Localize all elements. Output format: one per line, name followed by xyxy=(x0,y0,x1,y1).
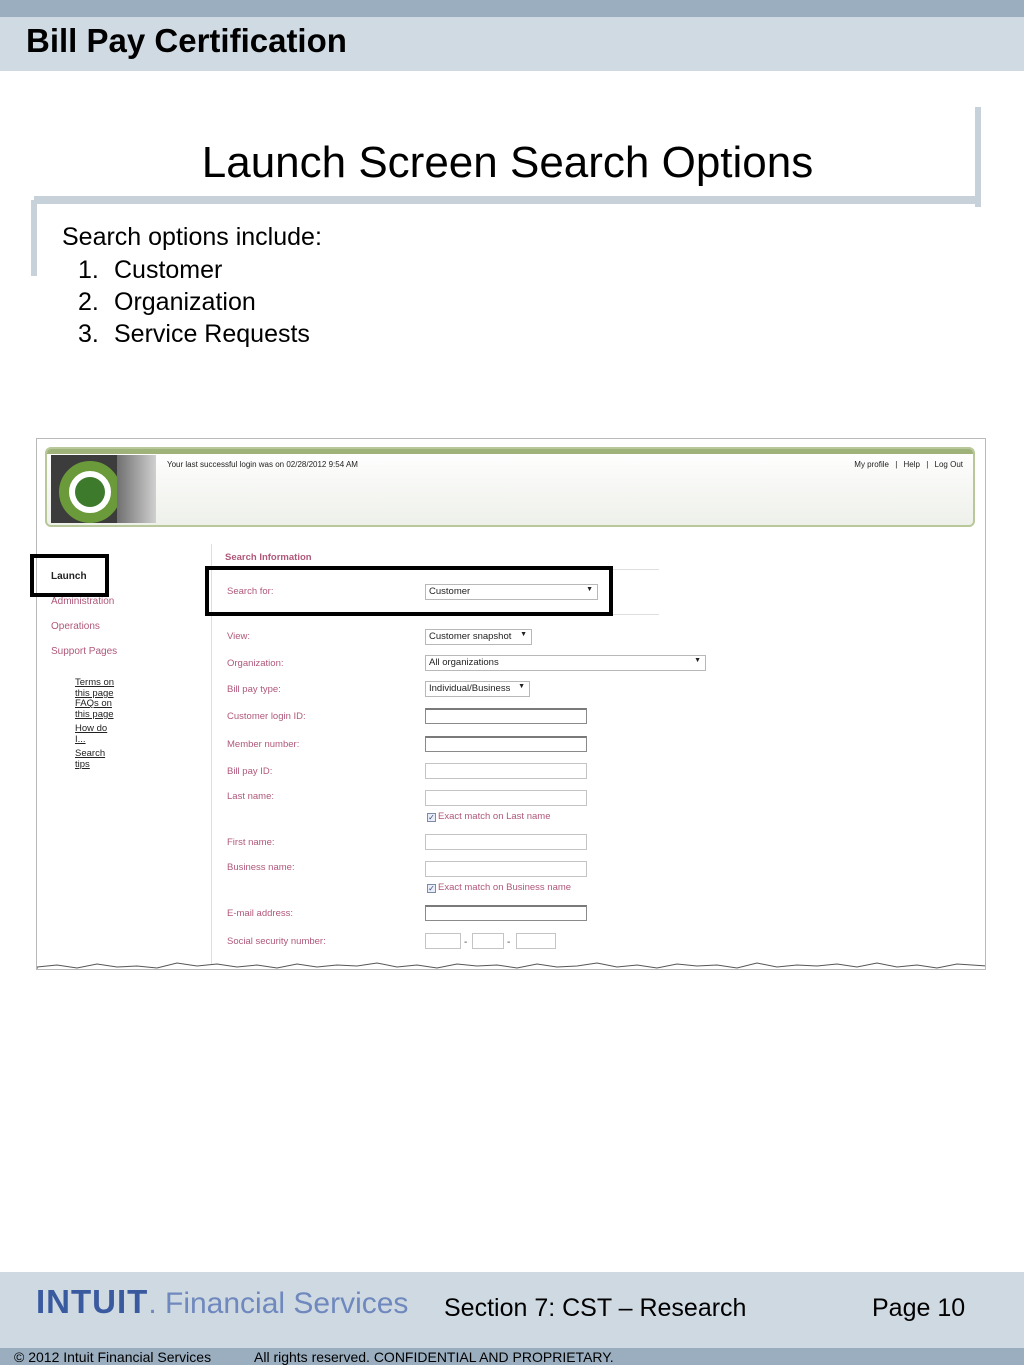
list-number: 3. xyxy=(78,320,99,348)
nav-faqs-link[interactable]: FAQs on this page xyxy=(75,698,114,720)
link-separator: | xyxy=(926,460,929,469)
my-profile-link[interactable]: My profile xyxy=(854,460,889,469)
bill-pay-type-value: Individual/Business xyxy=(429,683,511,694)
title-frame-left xyxy=(31,200,37,276)
footer-copyright: © 2012 Intuit Financial Services xyxy=(14,1349,212,1365)
organization-label: Organization: xyxy=(227,658,284,669)
exact-match-last-name-checkbox[interactable] xyxy=(427,811,550,822)
intro-text: Search options include: xyxy=(62,223,322,251)
ssn-separator: - xyxy=(507,937,511,948)
last-name-label: Last name: xyxy=(227,791,274,802)
organization-value: All organizations xyxy=(429,657,499,668)
nav-how-do-i-link[interactable]: How do I... xyxy=(75,723,108,745)
view-select[interactable] xyxy=(425,629,532,645)
app-header xyxy=(45,447,975,527)
search-for-highlight-box xyxy=(205,566,613,616)
organization-select[interactable] xyxy=(425,655,706,671)
bill-pay-type-label: Bill pay type: xyxy=(227,684,281,695)
footer-section: Section 7: CST – Research xyxy=(444,1294,747,1322)
ssn-label: Social security number: xyxy=(227,936,326,947)
checkmark-icon: ✓ xyxy=(428,884,435,893)
dropdown-arrow-icon: ▼ xyxy=(518,683,525,690)
footer-page-number: Page 10 xyxy=(872,1294,966,1322)
business-name-label: Business name: xyxy=(227,862,295,873)
log-out-link[interactable]: Log Out xyxy=(934,460,963,469)
customer-login-id-input[interactable] xyxy=(425,708,587,724)
bill-pay-id-input[interactable] xyxy=(425,763,587,779)
intuit-financial-services-logo: INTUIT. Financial Services xyxy=(36,1283,409,1320)
bill-pay-id-label: Bill pay ID: xyxy=(227,766,273,777)
list-item xyxy=(78,287,310,319)
list-text: Customer xyxy=(114,256,223,284)
first-name-label: First name: xyxy=(227,837,275,848)
search-for-label: Search for: xyxy=(227,586,274,597)
nav-administration[interactable]: Administration xyxy=(51,596,115,607)
nav-terms-link[interactable]: Terms on this page xyxy=(75,677,115,699)
top-links xyxy=(852,460,965,469)
business-name-input[interactable] xyxy=(425,861,587,877)
search-information-heading: Search Information xyxy=(225,552,312,563)
logo-globe xyxy=(75,477,105,507)
help-link[interactable]: Help xyxy=(903,460,920,469)
logo-shade xyxy=(117,455,156,523)
email-input[interactable] xyxy=(425,905,587,921)
list-text: Organization xyxy=(114,288,256,316)
app-header-strip xyxy=(47,449,973,454)
intuit-wordmark: INTUIT xyxy=(36,1283,149,1320)
exact-match-last-name-label: Exact match on Last name xyxy=(438,811,551,822)
title-frame-bottom xyxy=(34,196,981,204)
search-options-list xyxy=(78,255,310,351)
globe-logo-icon xyxy=(51,455,156,523)
nav-support-pages[interactable]: Support Pages xyxy=(51,646,118,657)
list-text: Service Requests xyxy=(114,320,310,348)
app-screenshot xyxy=(36,438,986,970)
customer-login-id-label: Customer login ID: xyxy=(227,711,306,722)
exact-match-business-name-checkbox[interactable] xyxy=(427,882,571,893)
dropdown-arrow-icon: ▼ xyxy=(586,586,593,593)
ssn-part2-input[interactable] xyxy=(472,933,504,949)
nav-operations[interactable]: Operations xyxy=(51,621,100,632)
first-name-input[interactable] xyxy=(425,834,587,850)
member-number-label: Member number: xyxy=(227,739,300,750)
ssn-separator: - xyxy=(464,937,468,948)
exact-match-business-name-label: Exact match on Business name xyxy=(438,882,572,893)
header-title: Bill Pay Certification xyxy=(26,22,347,59)
launch-highlight-box xyxy=(30,554,109,597)
list-item xyxy=(78,319,310,351)
list-number: 2. xyxy=(78,288,99,316)
member-number-input[interactable] xyxy=(425,736,587,752)
nav-search-tips-link[interactable]: Search tips xyxy=(75,748,106,770)
bill-pay-type-select[interactable] xyxy=(425,681,530,697)
link-separator: | xyxy=(895,460,898,469)
torn-edge xyxy=(37,957,986,970)
list-number: 1. xyxy=(78,256,99,284)
header-top-strip xyxy=(0,0,1024,17)
ssn-part3-input[interactable] xyxy=(516,933,556,949)
title-frame-right xyxy=(975,107,981,207)
checkmark-icon: ✓ xyxy=(428,813,435,822)
email-label: E-mail address: xyxy=(227,908,293,919)
footer-rights: All rights reserved. CONFIDENTIAL AND PROPRIETARY. xyxy=(254,1349,614,1365)
dropdown-arrow-icon: ▼ xyxy=(694,657,701,664)
financial-services-wordmark: Financial Services xyxy=(165,1287,409,1320)
last-name-input[interactable] xyxy=(425,790,587,806)
search-for-value: Customer xyxy=(429,586,471,597)
slide-title: Launch Screen Search Options xyxy=(201,138,814,187)
ssn-part1-input[interactable] xyxy=(425,933,461,949)
view-value: Customer snapshot xyxy=(429,631,512,642)
list-item xyxy=(78,255,310,287)
view-label: View: xyxy=(227,631,251,642)
last-login-message: Your last successful login was on 02/28/2012 9:54 AM xyxy=(167,460,358,469)
nav-launch[interactable]: Launch xyxy=(51,571,87,582)
dropdown-arrow-icon: ▼ xyxy=(520,631,527,638)
